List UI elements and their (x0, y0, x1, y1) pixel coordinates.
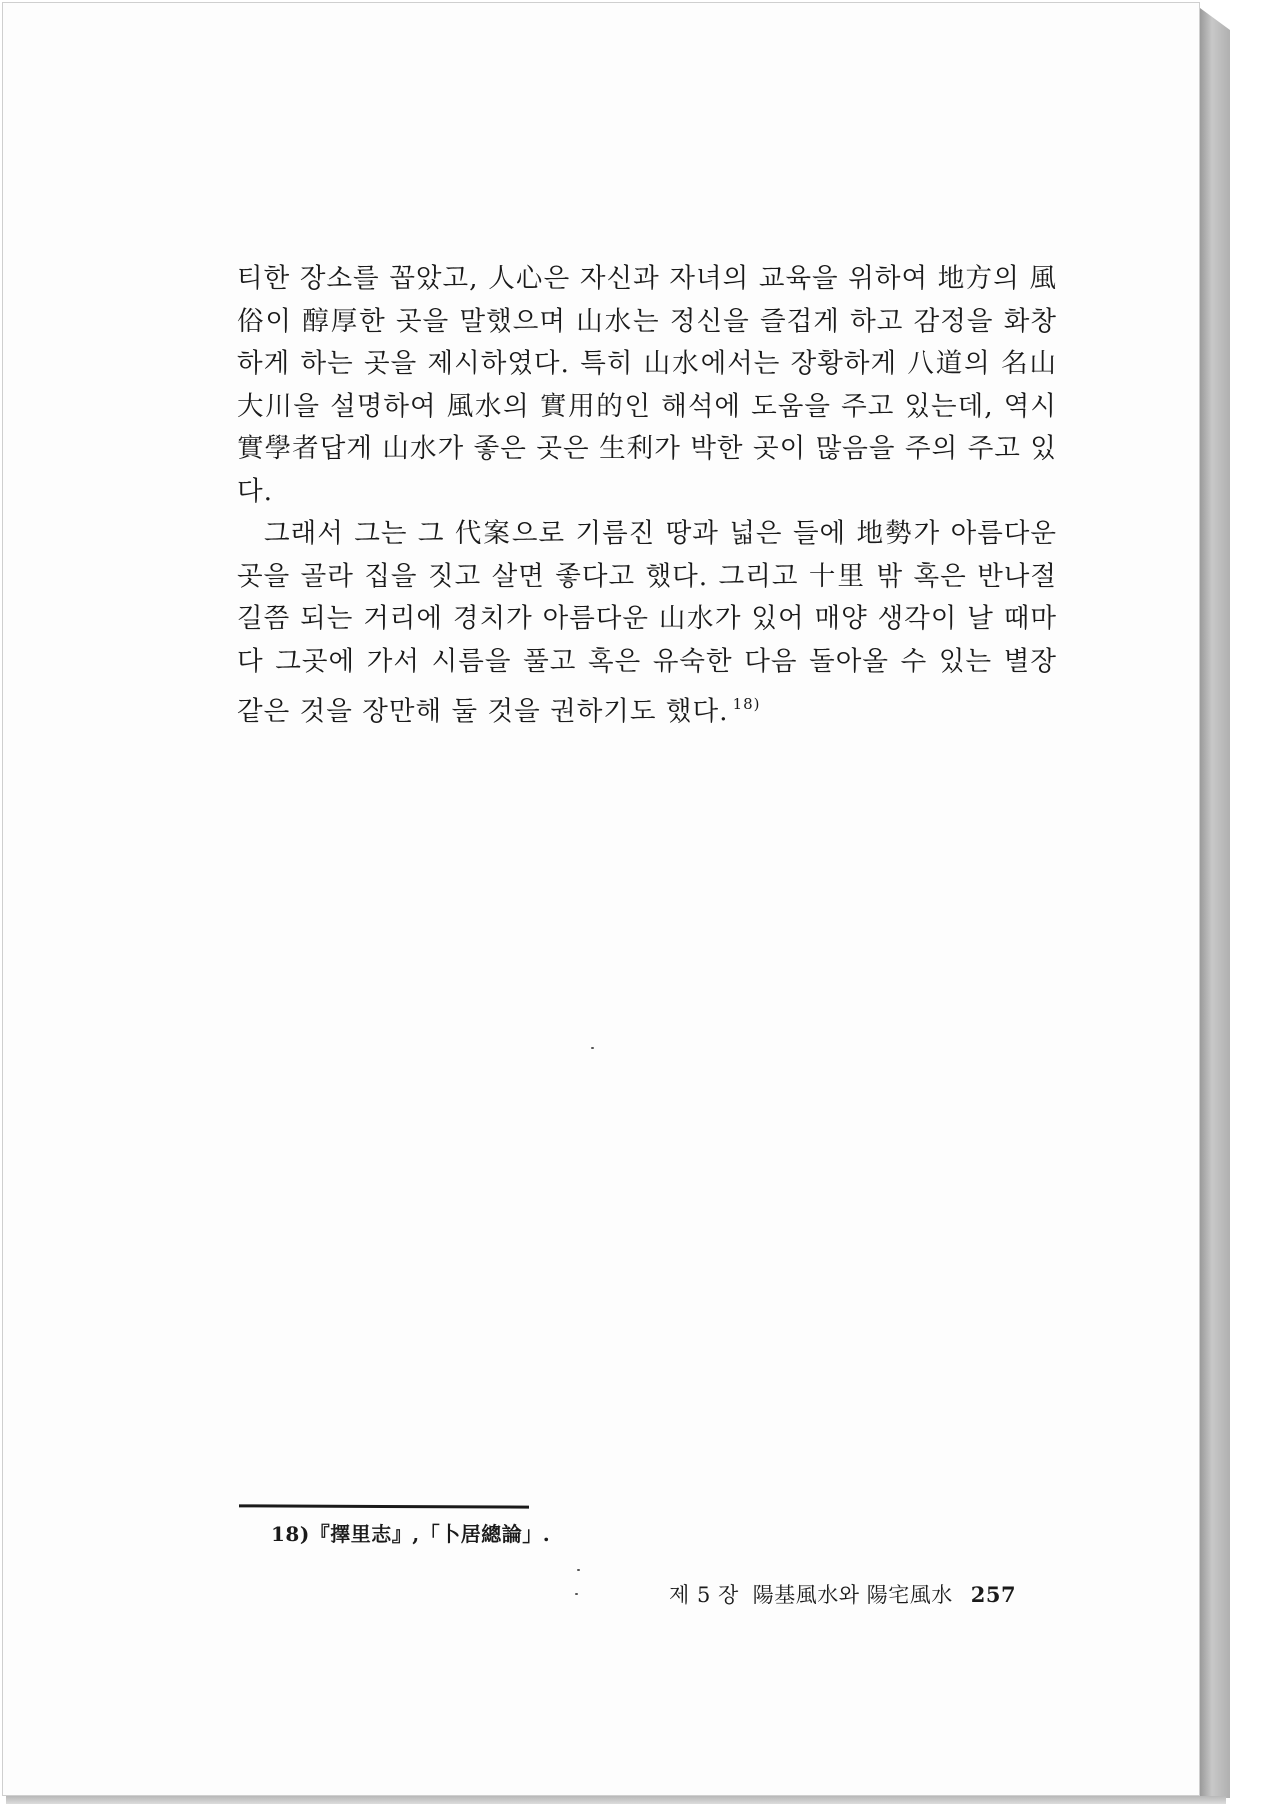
paragraph-2 (237, 513, 1057, 734)
book-page (2, 2, 1200, 1796)
paragraph-1: 티한 장소를 꼽았고, 人心은 자신과 자녀의 교육을 위하여 地方의 風俗이 醇厚한 곳을 말했으며 山水는 정신을 즐겁게 하고 감정을 화창하게 하는 곳을 제시하였다. 특히 山水에서는 장황하게 八道의 名山大川을 설명하여 風水의 實用的인 해석에 도움을 주고 있는데, 역시 實學者답게 山水가 좋은 곳은 生利가 박한 곳이 많음을 주의 주고 있다. (237, 263, 1057, 507)
paragraph-2-text: 그래서 그는 그 代案으로 기름진 땅과 넓은 들에 地勢가 아름다운 곳을 골라 집을 짓고 살면 좋다고 했다. 그리고 十里 밖 혹은 반나절 길쯤 되는 거리에 경치가 아름다운 山水가 있어 매양 생각이 날 때마다 그곳에 가서 시름을 풀고 혹은 유숙한 다음 돌아올 수 있는 별장 같은 것을 장만해 둘 것을 권하기도 했다. (237, 518, 1057, 727)
page-number: 257 (970, 1582, 1017, 1607)
scan-speck (591, 1047, 594, 1049)
chapter-label: 제 5 장 (669, 1583, 739, 1607)
footnote-reference: 18) (732, 695, 761, 713)
body-text (237, 258, 1057, 734)
scan-speck (575, 1593, 578, 1595)
chapter-title: 陽基風水와 陽宅風水 (752, 1583, 953, 1607)
running-footer (669, 1579, 1045, 1611)
footnote: 18)『擇里志』,「卜居總論」. (271, 1522, 551, 1546)
page-edge-shadow (1200, 8, 1230, 1798)
footnote-divider (239, 1504, 529, 1508)
page-bottom-shadow (6, 1796, 1226, 1804)
scan-speck (577, 1569, 580, 1571)
